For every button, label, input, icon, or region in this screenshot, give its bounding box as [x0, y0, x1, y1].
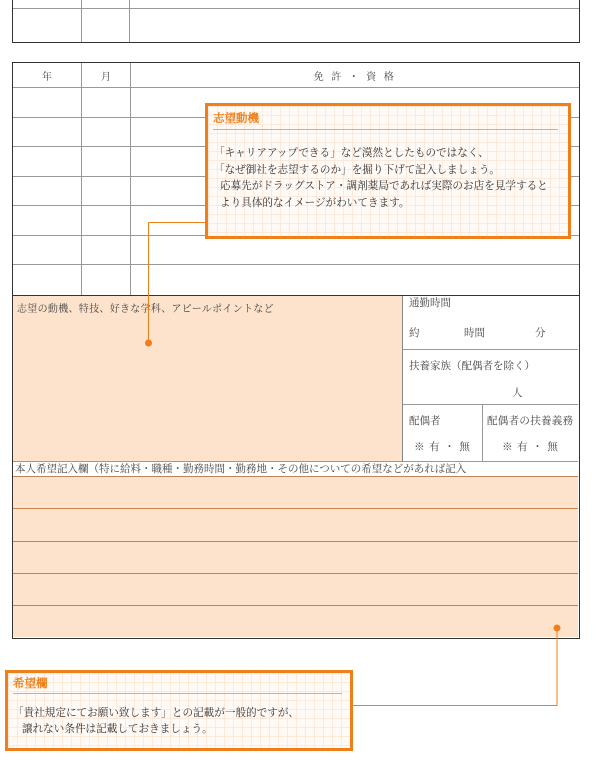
commute-time-field [403, 296, 578, 350]
motivation-tip-divider [213, 129, 558, 130]
spouse-support-field [483, 405, 578, 462]
motivation-field [13, 296, 403, 462]
spouse-support-label: 配偶者の扶養義務 [487, 416, 574, 427]
wishes-row [13, 509, 578, 541]
motivation-field-label: 志望の動機、特技、好きな学科、アピールポイントなど [17, 304, 274, 315]
license-header: 免 許 ・ 資 格 [131, 63, 579, 88]
motivation-tip-line: 「キャリアアップできる」など漠然としたものではなく、 [214, 147, 489, 159]
month-cell [82, 9, 130, 42]
spouse-support-choice: ※ 有 ・ 無 [502, 442, 559, 453]
detail-cell [130, 0, 579, 9]
commute-time-label: 通勤時間 [409, 298, 451, 309]
motivation-tip-line: 「なぜ御社を志望するのか」を掘り下げて記入しましょう。 [214, 163, 501, 176]
year-cell [13, 9, 82, 42]
month-header: 月 [82, 63, 131, 88]
license-detail-cell [131, 265, 579, 295]
wishes-tip-title: 希望欄 [13, 677, 48, 690]
license-month-cell [82, 88, 131, 118]
wishes-row [13, 477, 578, 509]
year-cell [13, 0, 82, 9]
license-month-cell [82, 236, 131, 266]
wishes-tip-line: 譲れない条件は記載しておきましょう。 [22, 723, 213, 735]
dependents-label: 扶養家族（配偶者を除く） [409, 361, 535, 372]
wishes-connector-line [352, 628, 557, 706]
dependents-unit: 人 [512, 388, 523, 399]
license-year-cell [13, 236, 82, 266]
dependents-field [403, 350, 578, 405]
license-detail-cell [131, 236, 579, 266]
applicant-details-table [12, 296, 580, 639]
license-year-cell [13, 265, 82, 295]
wishes-tip-line: 「貴社規定にてお願い致します」との記載が一般的ですが、 [13, 707, 300, 719]
license-year-cell [13, 118, 82, 148]
month-cell [82, 0, 130, 9]
commute-hours-unit: 時間 [464, 328, 485, 339]
wishes-field-header [13, 462, 578, 477]
license-year-cell [13, 206, 82, 236]
wishes-field-label: 本人希望記入欄（特に給料・職種・勤務時間・勤務地・その他についての希望などがあれば記入 [15, 464, 467, 475]
license-year-cell [13, 88, 82, 118]
license-year-cell [13, 147, 82, 177]
previous-section-table [12, 0, 580, 43]
year-header: 年 [13, 63, 82, 88]
license-year-cell [13, 177, 82, 207]
license-month-cell [82, 265, 131, 295]
wishes-tip-callout [5, 670, 353, 751]
wishes-row [13, 606, 578, 637]
license-month-cell [82, 118, 131, 148]
spouse-label: 配偶者 [409, 416, 441, 427]
wishes-tip-divider [13, 693, 342, 694]
wishes-row [13, 574, 578, 606]
wishes-row [13, 542, 578, 574]
license-month-cell [82, 147, 131, 177]
detail-cell [130, 9, 579, 42]
spouse-choice: ※ 有 ・ 無 [414, 442, 471, 453]
spouse-field [403, 405, 483, 462]
motivation-tip-title: 志望動機 [213, 112, 259, 125]
wishes-field [13, 477, 578, 638]
motivation-tip-line: より具体的なイメージがわいてきます。 [220, 196, 410, 209]
license-month-cell [82, 177, 131, 207]
commute-approx-label: 約 [409, 328, 420, 339]
motivation-tip-line: 応募先がドラッグストア・調剤薬局であれば実際のお店を見学すると [220, 180, 548, 192]
motivation-tip-callout [205, 103, 571, 239]
license-month-cell [82, 206, 131, 236]
commute-minutes-unit: 分 [535, 328, 546, 339]
